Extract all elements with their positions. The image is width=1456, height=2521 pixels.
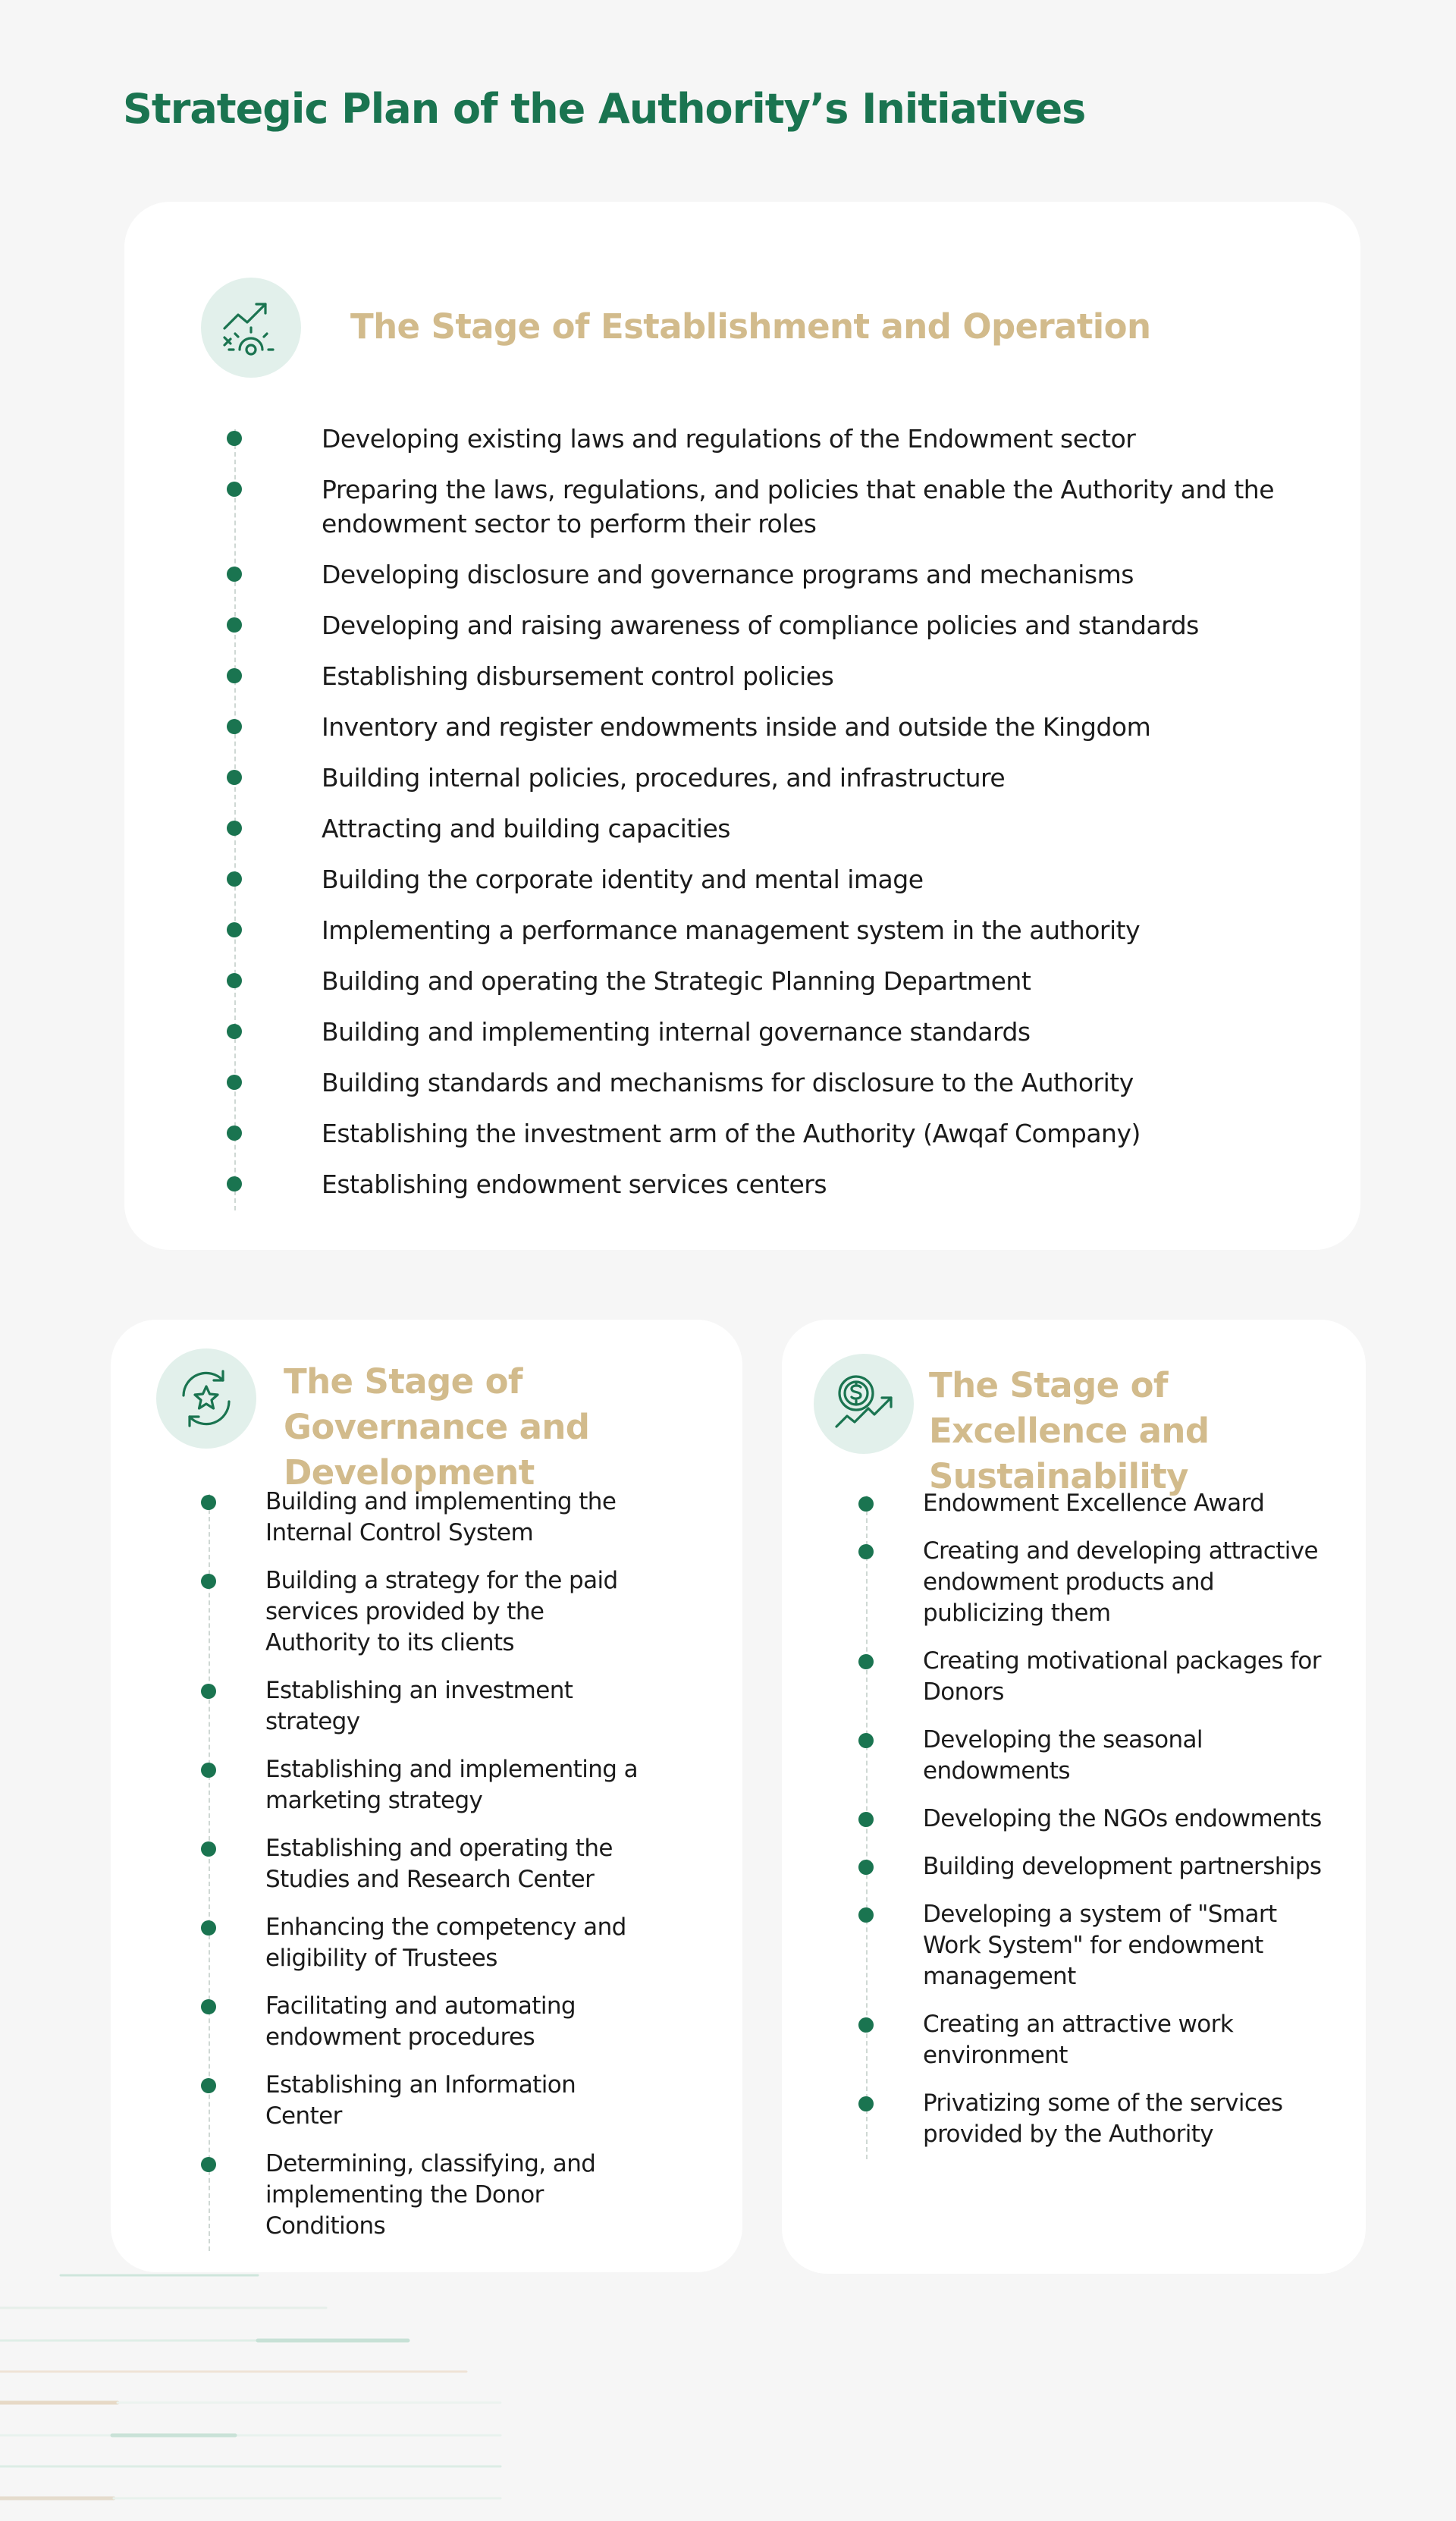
list-item	[850, 2009, 1335, 2071]
stage-card-excellence	[782, 1320, 1366, 2274]
decorative-lines	[0, 2268, 516, 2521]
list-item-text: Establishing disbursement control policies	[322, 661, 834, 691]
initiative-list	[850, 1488, 1335, 2167]
list-item-text: Building a strategy for the paid services provided by the Authority to its clients	[265, 1567, 618, 1656]
stage-card-governance	[111, 1320, 742, 2272]
list-item	[218, 964, 1310, 998]
list-item	[850, 1536, 1335, 1629]
bullet-dot-icon	[227, 719, 242, 734]
list-item-text: Endowment Excellence Award	[923, 1490, 1265, 1517]
list-item	[218, 1167, 1310, 1201]
list-item-text: Building standards and mechanisms for disclosure to the Authority	[322, 1068, 1134, 1097]
initiative-list	[218, 422, 1310, 1218]
list-item	[850, 2088, 1335, 2150]
list-item	[218, 913, 1310, 947]
cycle-star-icon	[173, 1365, 240, 1432]
bullet-dot-icon	[201, 1684, 216, 1699]
bullet-dot-icon	[201, 1495, 216, 1510]
list-item	[218, 812, 1310, 846]
list-item	[193, 1565, 640, 1659]
bullet-dot-icon	[201, 1920, 216, 1935]
list-item	[193, 1991, 640, 2053]
list-item	[218, 1015, 1310, 1049]
list-item	[218, 472, 1310, 541]
bullet-dot-icon	[227, 821, 242, 836]
list-item-text: Establishing the investment arm of the Authority (Awqaf Company)	[322, 1119, 1141, 1148]
list-item-text: Preparing the laws, regulations, and policies that enable the Authority and the endowment sector to perform their roles	[322, 475, 1275, 538]
list-item	[218, 1066, 1310, 1100]
list-item-text: Building and implementing the Internal Control System	[265, 1488, 617, 1546]
list-item-text: Creating an attractive work environment	[923, 2011, 1234, 2069]
list-item	[850, 1646, 1335, 1708]
list-item	[850, 1725, 1335, 1787]
list-item-text: Establishing and operating the Studies and Research Center	[265, 1835, 613, 1893]
list-item	[193, 1675, 640, 1738]
dollar-growth-icon	[830, 1370, 897, 1437]
list-item	[218, 761, 1310, 795]
list-item	[193, 1833, 640, 1895]
list-item-text: Creating and developing attractive endowment products and publicizing them	[923, 1537, 1318, 1627]
bullet-dot-icon	[227, 431, 242, 446]
list-item	[193, 1754, 640, 1816]
bullet-dot-icon	[227, 1075, 242, 1090]
list-item-text: Developing and raising awareness of compliance policies and standards	[322, 611, 1199, 640]
list-item	[218, 862, 1310, 896]
list-item-text: Developing a system of "Smart Work System" for endowment management	[923, 1901, 1277, 1990]
bullet-dot-icon	[227, 482, 242, 497]
list-item	[193, 1912, 640, 1974]
list-item-text: Enhancing the competency and eligibility of Trustees	[265, 1914, 626, 1972]
bullet-dot-icon	[858, 2096, 874, 2111]
list-item-text: Inventory and register endowments inside and outside the Kingdom	[322, 712, 1151, 742]
list-item	[850, 1804, 1335, 1835]
bullet-dot-icon	[201, 2157, 216, 2172]
bullet-dot-icon	[201, 2078, 216, 2093]
list-item-text: Facilitating and automating endowment procedures	[265, 1992, 576, 2051]
bullet-dot-icon	[201, 1763, 216, 1778]
stage-icon-container	[201, 278, 301, 378]
list-item-text: Building development partnerships	[923, 1853, 1322, 1880]
stage-title: The Stage of Excellence and Sustainability	[929, 1365, 1210, 1496]
growth-chart-gear-icon	[218, 295, 284, 360]
list-item	[218, 710, 1310, 744]
list-item-text: Building and implementing internal governance standards	[322, 1017, 1031, 1047]
bullet-dot-icon	[227, 871, 242, 887]
list-item-text: Establishing endowment services centers	[322, 1169, 827, 1199]
initiative-list	[193, 1487, 640, 2259]
stage-title: The Stage of Governance and Development	[284, 1361, 590, 1493]
list-item-text: Developing the NGOs endowments	[923, 1805, 1322, 1832]
list-item	[193, 2149, 640, 2242]
list-item-text: Developing the seasonal endowments	[923, 1726, 1203, 1785]
bullet-dot-icon	[227, 668, 242, 683]
bullet-dot-icon	[201, 1574, 216, 1589]
list-item-text: Developing disclosure and governance programs and mechanisms	[322, 560, 1134, 589]
list-item-text: Implementing a performance management system in the authority	[322, 915, 1141, 945]
list-item	[218, 1116, 1310, 1151]
stage-title: The Stage of Establishment and Operation	[350, 306, 1151, 347]
bullet-dot-icon	[858, 1544, 874, 1559]
bullet-dot-icon	[227, 922, 242, 937]
list-item-text: Building internal policies, procedures, and infrastructure	[322, 763, 1006, 793]
bullet-dot-icon	[201, 1841, 216, 1857]
list-item	[193, 1487, 640, 1549]
bullet-dot-icon	[201, 1999, 216, 2014]
list-item-text: Building and operating the Strategic Planning Department	[322, 966, 1031, 996]
list-item	[218, 557, 1310, 592]
list-item-text: Establishing and implementing a marketing strategy	[265, 1756, 638, 1814]
bullet-dot-icon	[858, 2017, 874, 2033]
stage-icon-container	[814, 1354, 914, 1454]
list-item	[850, 1899, 1335, 1992]
bullet-dot-icon	[858, 1733, 874, 1748]
bullet-dot-icon	[227, 567, 242, 582]
bullet-dot-icon	[227, 1126, 242, 1141]
list-item	[218, 608, 1310, 642]
bullet-dot-icon	[858, 1860, 874, 1875]
list-item-text: Establishing an investment strategy	[265, 1677, 573, 1735]
list-item-text: Building the corporate identity and mental image	[322, 865, 924, 894]
list-item-text: Attracting and building capacities	[322, 814, 730, 843]
bullet-dot-icon	[227, 1024, 242, 1039]
list-item	[193, 2070, 640, 2132]
bullet-dot-icon	[227, 1176, 242, 1191]
bullet-dot-icon	[227, 770, 242, 785]
bullet-dot-icon	[858, 1812, 874, 1827]
bullet-dot-icon	[227, 973, 242, 988]
list-item-text: Creating motivational packages for Donors	[923, 1647, 1321, 1706]
list-item	[218, 422, 1310, 456]
page-title: Strategic Plan of the Authority’s Initiatives	[123, 85, 1086, 133]
list-item-text: Privatizing some of the services provided by the Authority	[923, 2089, 1283, 2148]
list-item-text: Establishing an Information Center	[265, 2071, 576, 2130]
list-item-text: Developing existing laws and regulations of the Endowment sector	[322, 424, 1136, 454]
list-item	[850, 1851, 1335, 1882]
stage-icon-container	[156, 1348, 256, 1449]
list-item-text: Determining, classifying, and implementing the Donor Conditions	[265, 2150, 596, 2240]
bullet-dot-icon	[858, 1907, 874, 1923]
list-item	[218, 659, 1310, 693]
bullet-dot-icon	[227, 617, 242, 633]
list-item	[850, 1488, 1335, 1519]
bullet-dot-icon	[858, 1496, 874, 1512]
stage-card-establishment	[124, 202, 1360, 1250]
bullet-dot-icon	[858, 1654, 874, 1669]
